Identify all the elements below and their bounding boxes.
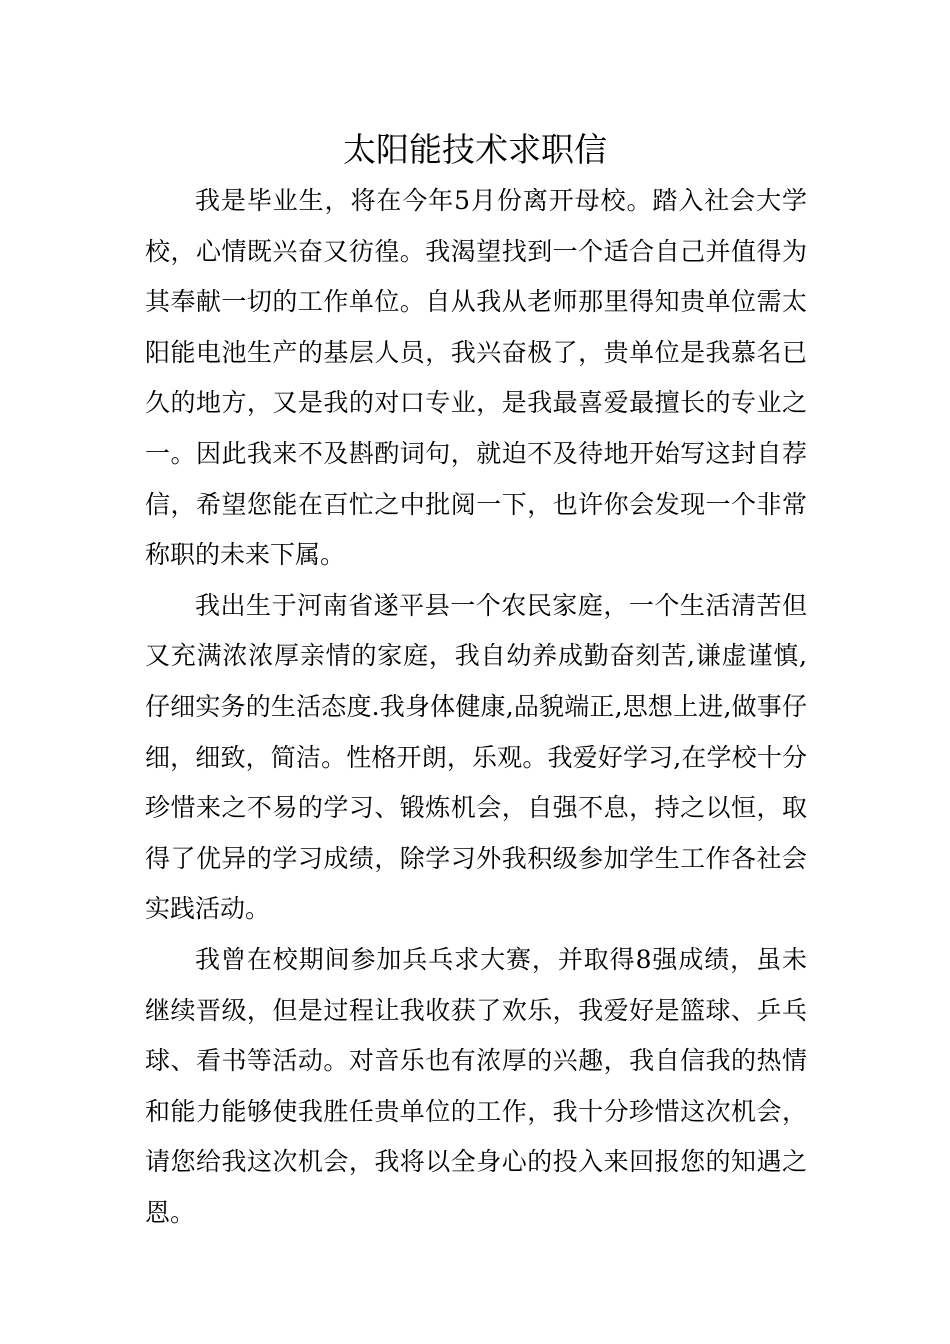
document-title: 太阳能技术求职信: [343, 130, 607, 169]
paragraph-3: 我曾在校期间参加兵乓求大赛，并取得8强成绩，虽未继续晋级，但是过程让我收获了欢乐，我爱好是篮球、乒乓球、看书等活动。对音乐也有浓厚的兴趣，我自信我的热情和能力能够使我胜任贵单位的工作，我十分珍惜这次机会，请您给我这次机会，我将以全身心的投入来回报您的知遇之恩。: [145, 944, 807, 1227]
document-body: [145, 176, 807, 1238]
paragraph-2: 我出生于河南省遂平县一个农民家庭，一个生活清苦但又充满浓浓厚亲情的家庭，我自幼养成勤奋刻苦,谦虚谨慎,仔细实务的生活态度.我身体健康,品貌端正,思想上进,做事仔细，细致，简洁。性格开朗，乐观。我爱好学习,在学校十分珍惜来之不易的学习、锻炼机会，自强不息，持之以恒，取得了优异的学习成绩，除学习外我积级参加学生工作各社会实践活动。: [145, 590, 807, 924]
paragraph-1: 我是毕业生，将在今年5月份离开母校。踏入社会大学校，心情既兴奋又彷徨。我渴望找到一个适合自己并值得为其奉献一切的工作单位。自从我从老师那里得知贵单位需太阳能电池生产的基层人员，我兴奋极了，贵单位是我慕名已久的地方，又是我的对口专业，是我最喜爱最擅长的专业之一。因此我来不及斟酌词句，就迫不及待地开始写这封自荐信，希望您能在百忙之中批阅一下，也许你会发现一个非常称职的未来下属。: [145, 186, 807, 570]
